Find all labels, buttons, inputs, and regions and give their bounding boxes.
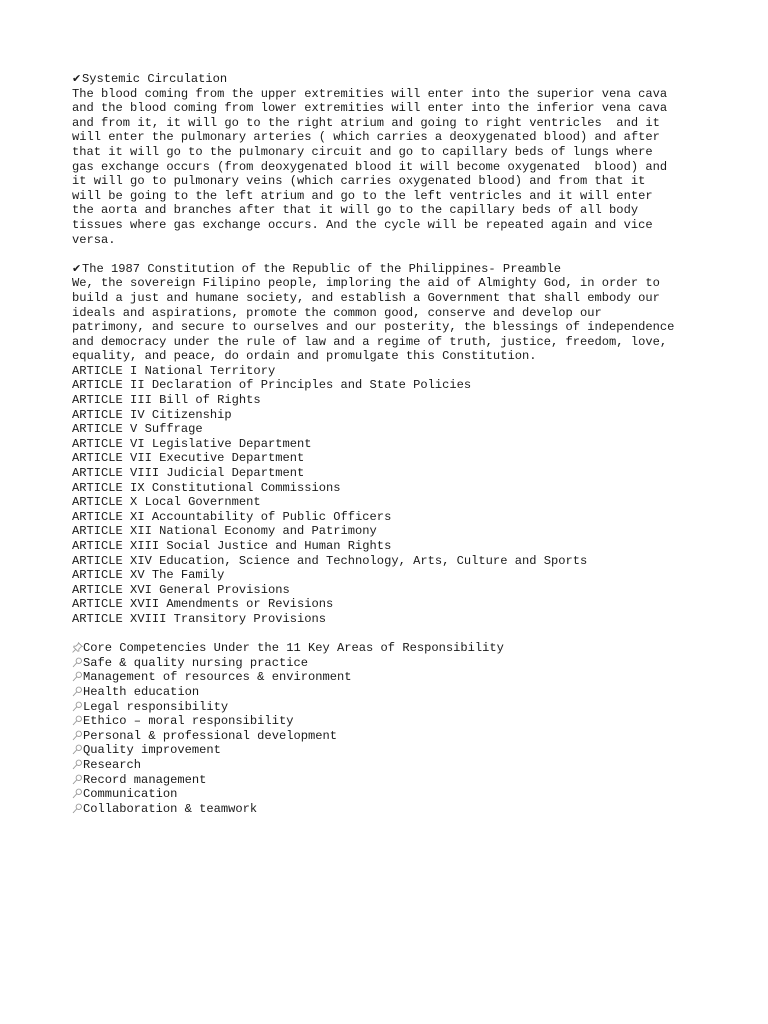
article-list [72, 364, 712, 627]
pushpin-icon [72, 642, 83, 652]
preamble-line: We, the sovereign Filipino people, imploring the aid of Almighty God, in order to [72, 276, 660, 291]
competency-label: Legal responsibility [83, 699, 229, 714]
preamble-line: and democracy under the rule of law and a regime of truth, justice, freedom, love, [72, 334, 668, 349]
systemic-line: it will go to pulmonary veins (which carries oxygenated blood) and from that it [72, 174, 646, 189]
article-item: ARTICLE XV The Family [72, 568, 225, 583]
article-item: ARTICLE III Bill of Rights [72, 393, 261, 408]
systemic-heading [72, 72, 712, 87]
article-item: ARTICLE XIV Education, Science and Technology, Arts, Culture and Sports [72, 553, 588, 568]
article-item: ARTICLE XI Accountability of Public Officers [72, 509, 392, 524]
systemic-title: Systemic Circulation [82, 72, 228, 86]
article-item: ARTICLE V Suffrage [72, 422, 203, 437]
pin-icon [72, 715, 83, 725]
pin-icon [72, 744, 83, 754]
preamble-line: equality, and peace, do ordain and promulgate this Constitution. [72, 349, 537, 364]
document-page [72, 72, 712, 816]
competency-item [72, 787, 712, 802]
competency-list [72, 656, 712, 817]
competency-label: Collaboration & teamwork [83, 801, 258, 816]
article-item: ARTICLE I National Territory [72, 363, 276, 378]
pin-icon [72, 788, 83, 798]
preamble-line: patrimony, and secure to ourselves and our posterity, the blessings of independence [72, 320, 675, 335]
systemic-line: gas exchange occurs (from deoxygenated blood it will become oxygenated blood) and [72, 159, 668, 174]
section-spacer [72, 247, 712, 262]
competency-item [72, 758, 712, 773]
article-item: ARTICLE IV Citizenship [72, 407, 232, 422]
competency-label: Health education [83, 684, 200, 699]
competency-label: Research [83, 757, 142, 772]
competency-item [72, 700, 712, 715]
article-item: ARTICLE XIII Social Justice and Human Rights [72, 539, 392, 553]
article-item: ARTICLE IX Constitutional Commissions [72, 480, 341, 495]
competency-item [72, 685, 712, 700]
article-item: ARTICLE X Local Government [72, 495, 261, 510]
competency-label: Communication [83, 787, 178, 802]
competency-item [72, 743, 712, 758]
checkmark-icon: ✔ [72, 72, 82, 85]
competency-label: Ethico – moral responsibility [83, 714, 294, 729]
preamble-line: build a just and humane society, and establish a Government that shall embody our [72, 290, 660, 305]
competencies-title: Core Competencies Under the 11 Key Areas of Responsibility [83, 641, 504, 656]
pin-icon [72, 671, 83, 681]
pin-icon [72, 774, 83, 784]
competency-item [72, 656, 712, 671]
competency-label: Safe & quality nursing practice [83, 655, 308, 670]
systemic-line: will be going to the left atrium and go to the left ventricles and it will enter [72, 188, 653, 203]
systemic-line: will enter the pulmonary arteries ( which carries a deoxygenated blood) and after [72, 130, 660, 145]
systemic-line: and the blood coming from lower extremities will enter into the inferior vena cava [72, 101, 668, 116]
pin-icon [72, 657, 83, 667]
systemic-line: The blood coming from the upper extremities will enter into the superior vena cava [72, 86, 668, 101]
article-item: ARTICLE VIII Judicial Department [72, 466, 305, 481]
preamble-line: ideals and aspirations, promote the common good, conserve and develop our [72, 305, 602, 320]
article-item: ARTICLE VII Executive Department [72, 451, 305, 466]
systemic-line: the aorta and branches after that it will go to the capillary beds of all body [72, 203, 639, 218]
systemic-line: versa. [72, 232, 116, 247]
constitution-title: The 1987 Constitution of the Republic of the Philippines- Preamble [82, 261, 561, 276]
pin-icon [72, 730, 83, 740]
pin-icon [72, 759, 83, 769]
competency-item [72, 802, 712, 817]
pin-icon [72, 701, 83, 711]
article-item: ARTICLE XVII Amendments or Revisions [72, 597, 334, 612]
section-spacer [72, 627, 712, 642]
competency-label: Management of resources & environment [83, 670, 352, 685]
competency-label: Record management [83, 772, 207, 787]
checkmark-icon: ✔ [72, 261, 82, 275]
competency-item [72, 670, 712, 685]
pin-icon [72, 803, 83, 813]
article-item: ARTICLE II Declaration of Principles and State Policies [72, 378, 472, 393]
article-item: ARTICLE VI Legislative Department [72, 436, 312, 451]
competencies-heading [72, 641, 712, 656]
systemic-line: and from it, it will go to the right atrium and going to right ventricles and it [72, 115, 660, 130]
article-item: ARTICLE XVI General Provisions [72, 582, 290, 597]
competency-label: Quality improvement [83, 743, 221, 758]
systemic-line: tissues where gas exchange occurs. And the cycle will be repeated again and vice [72, 217, 653, 232]
systemic-line: that it will go to the pulmonary circuit and go to capillary beds of lungs where [72, 144, 653, 159]
competency-item [72, 714, 712, 729]
article-item: ARTICLE XII National Economy and Patrimony [72, 524, 377, 539]
pin-icon [72, 686, 83, 696]
preamble-body [72, 276, 712, 364]
competency-label: Personal & professional development [83, 728, 338, 743]
systemic-body [72, 87, 712, 248]
article-item: ARTICLE XVIII Transitory Provisions [72, 611, 327, 626]
competency-item [72, 773, 712, 788]
constitution-heading [72, 262, 712, 277]
competency-item [72, 729, 712, 744]
